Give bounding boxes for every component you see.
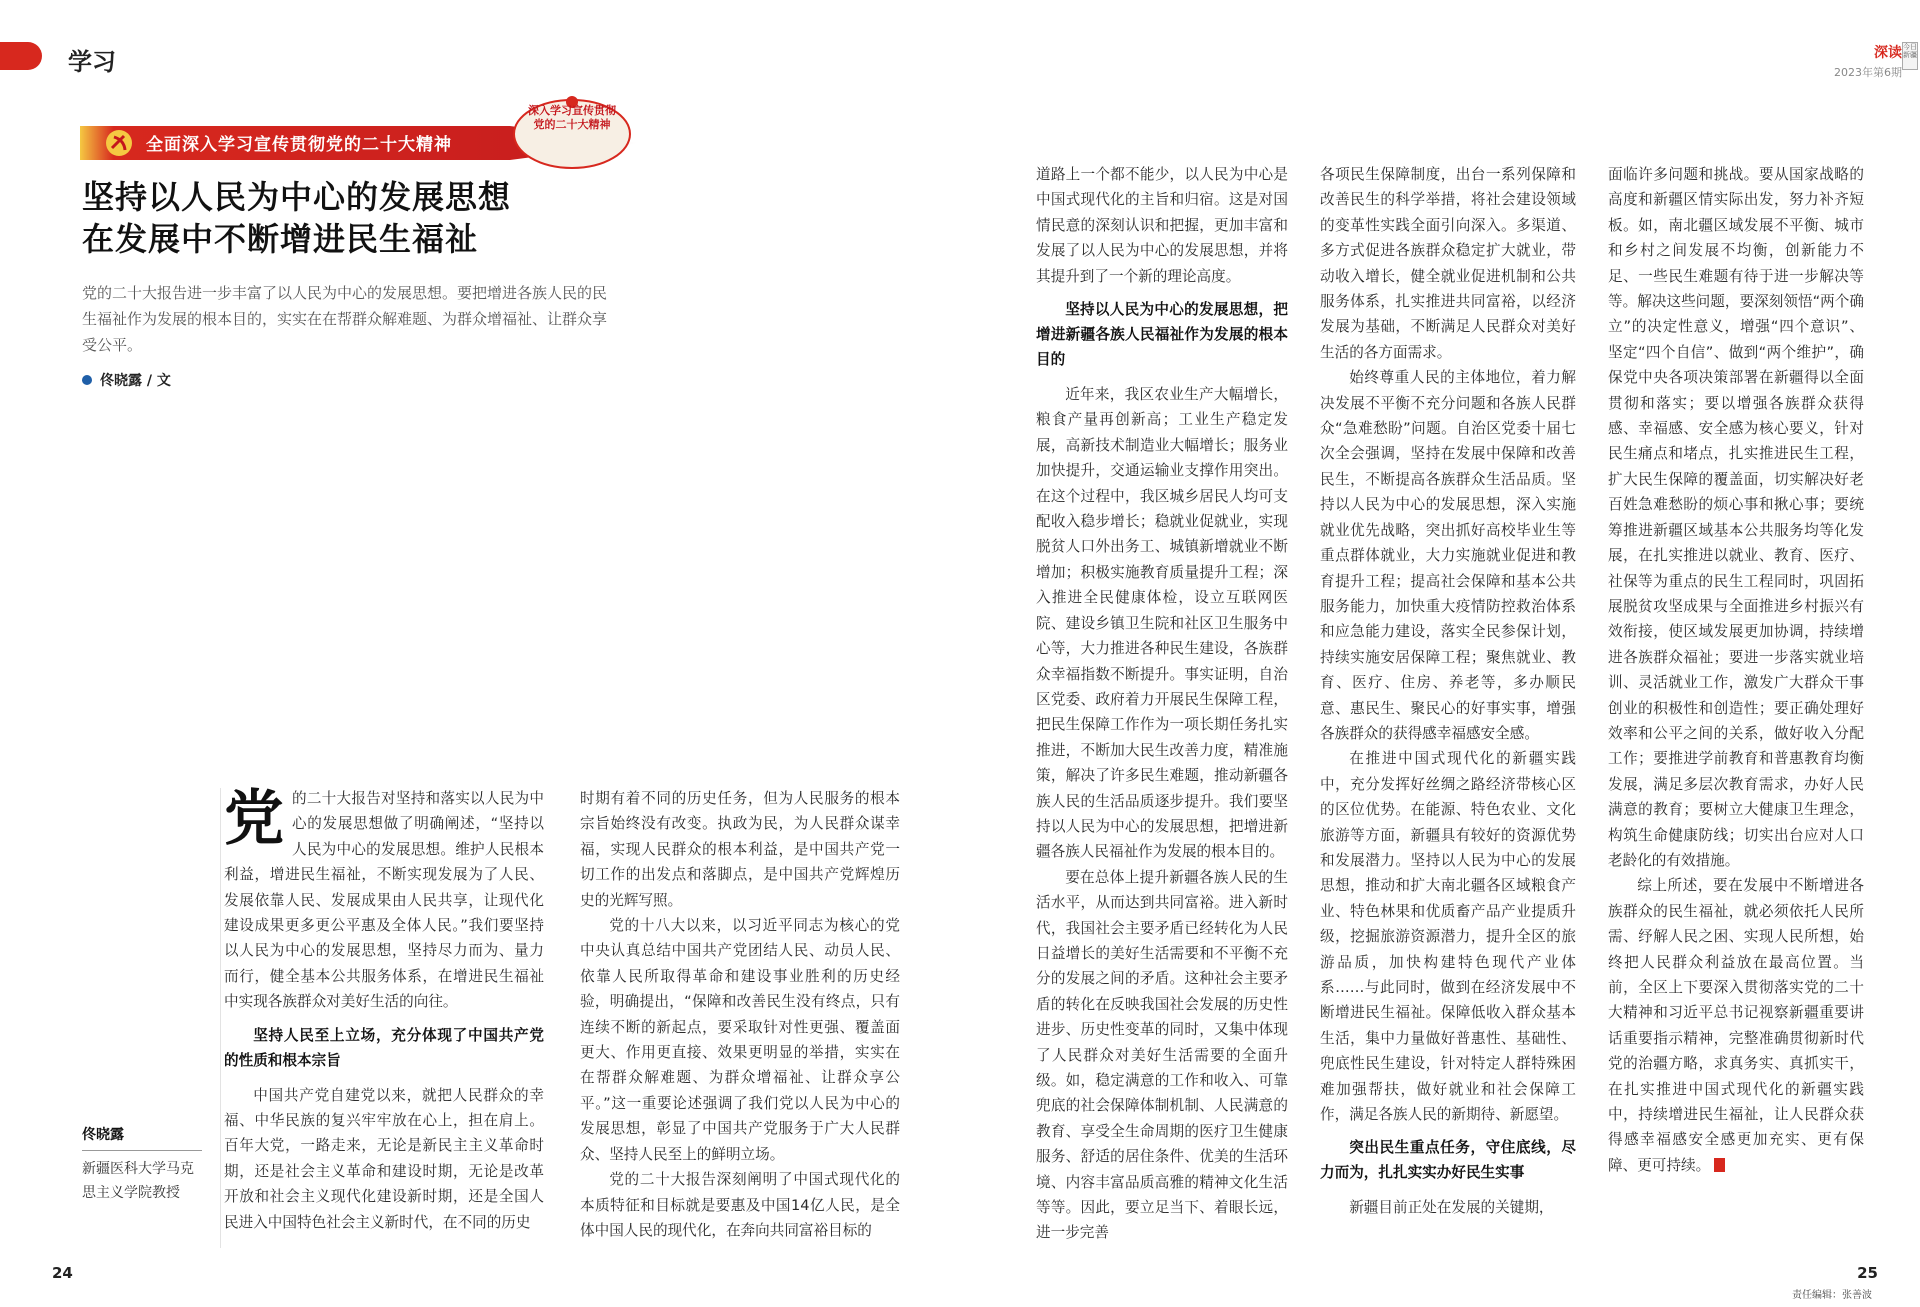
byline: [82, 370, 171, 390]
column-2: [580, 786, 900, 1243]
section-tab: [0, 42, 42, 70]
paragraph: 道路上一个都不能少，以人民为中心是中国式现代化的主旨和归宿。这是对国情民意的深刻认识和把握，更加丰富和发展了以人民为中心的发展思想，并将其提升到了一个新的理论高度。: [1036, 166, 1288, 285]
subheading: 坚持人民至上立场，充分体现了中国共产党的性质和根本宗旨: [224, 1026, 544, 1069]
page-number-right: 25: [1857, 1264, 1878, 1282]
author-box: [82, 1124, 202, 1205]
author-affiliation: 新疆医科大学马克思主义学院教授: [82, 1161, 194, 1201]
column-4: [1320, 162, 1576, 1221]
paragraph: 面临许多问题和挑战。要从国家战略的高度和新疆区情实际出发，努力补齐短板。如，南北疆区域发展不平衡、城市和乡村之间发展不均衡，创新能力不足、一些民生难题有待于进一步解决等等。解决这些问题，要深刻领悟“两个确立”的决定性意义，增强“四个意识”、坚定“四个自信”、做到“两个维护”，确保党中央各项决策部署在新疆得以全面贯彻和落实；要以增强各族群众获得感、幸福感、安全感为核心要义，针对民生痛点和堵点，扎实推进民生工程，扩大民生保障的覆盖面，切实解决好老百姓急难愁盼的烦心事和揪心事；要统筹推进新疆区域基本公共服务均等化发展，在扎实推进以就业、教育、医疗、社保等为重点的民生工程同时，巩固拓展脱贫攻坚成果与全面推进乡村振兴有效衔接，使区域发展更加协调，持续增进各族群众福祉；要进一步落实就业培训、灵活就业工作，激发广大群众干事创业的积极性和创造性；要正确处理好效率和公平之间的关系，做好收入分配工作；要推进学前教育和普惠教育均衡发展，满足多层次教育需求，办好人民满意的教育；要树立大健康卫生理念，构筑生命健康防线；切实出台应对人口老龄化的有效措施。: [1608, 166, 1864, 869]
drop-cap: 党: [224, 786, 284, 854]
subheading: 突出民生重点任务，守住底线，尽力而为，扎扎实实办好民生实事: [1320, 1139, 1576, 1182]
page-number-left: 24: [52, 1264, 73, 1282]
paragraph: 要在总体上提升新疆各族人民的生活水平，从而达到共同富裕。进入新时代，我国社会主要矛盾已经转化为人民日益增长的美好生活需要和不平衡不充分的发展之间的矛盾。这种社会主要矛盾的转化在反映我国社会发展的历史性进步、历史性变革的同时，又集中体现了人民群众对美好生活需要的全面升级。如，稳定满意的工作和收入、可靠兜底的社会保障体制机制、人民满意的教育、享受全生命周期的医疗卫生健康服务、舒适的居住条件、优美的生活环境、内容丰富品质高雅的精神文化生活等等。因此，要立足当下、着眼长远，进一步完善: [1036, 868, 1288, 1242]
byline-text: 佟晓露 / 文: [100, 373, 171, 389]
paragraph: 在推进中国式现代化的新疆实践中，充分发挥好丝绸之路经济带核心区的区位优势。在能源、特色农业、文化旅游等方面，新疆具有较好的资源优势和发展潜力。坚持以人民为中心的发展思想，推动和扩大南北疆各区域粮食产业、特色林果和优质畜产品产业提质升级，挖掘旅游资源潜力，提升全区的旅游品质，加快构建特色现代产业体系……与此同时，做到在经济发展中不断增进民生福祉。保障低收入群众基本生活，集中力量做好普惠性、基础性、兜底性民生建设，针对特定人群特殊困难加强帮扶，做好就业和社会保障工作，满足各族人民的新期待、新愿望。: [1320, 750, 1576, 1124]
paragraph: 党的二十大报告深刻阐明了中国式现代化的本质特征和目标就是要惠及中国14亿人民，是全体中国人民的现代化，在奔向共同富裕目标的: [580, 1171, 900, 1239]
editor-credit: 责任编辑：张善波: [1792, 1290, 1872, 1301]
paragraph: [1608, 873, 1864, 1178]
paragraph: 新疆目前正处在发展的关键期，: [1349, 1199, 1554, 1217]
issue-number: 2023年第6期: [1834, 66, 1902, 79]
article-lead: 党的二十大报告进一步丰富了以人民为中心的发展思想。要把增进各族人民的民生福祉作为发展的根本目的，实实在在帮群众解难题、为群众增福祉、让群众享受公平。: [82, 284, 608, 354]
title-line-2: 在发展中不断增进民生福祉: [82, 220, 479, 258]
author-name: 佟晓露: [82, 1124, 202, 1151]
article-title: [82, 176, 511, 260]
paragraph: 近年来，我区农业生产大幅增长，粮食产量再创新高；工业生产稳定发展，高新技术制造业大幅增长；服务业加快提升，交通运输业支撑作用突出。在这个过程中，我区城乡居民人均可支配收入稳步增长；稳就业促就业，实现脱贫人口外出务工、城镇新增就业不断增加；积极实施教育质量提升工程；深入推进全民健康体检，设立互联网医院、建设乡镇卫生院和社区卫生服务中心等，大力推进各种民生建设，各族群众幸福指数不断提升。事实证明，自治区党委、政府着力开展民生保障工程，把民生保障工作作为一项长期任务扎实推进，不断加大民生改善力度，精准施策，解决了许多民生难题，推动新疆各族人民的生活品质逐步提升。我们要坚持以人民为中心的发展思想，把增进新疆各族人民福祉作为发展的根本目的。: [1036, 386, 1288, 861]
paragraph: 时期有着不同的历史任务，但为人民服务的根本宗旨始终没有改变。执政为民，为人民群众谋幸福，实现人民群众的根本利益，是中国共产党一切工作的出发点和落脚点，是中国共产党辉煌历史的光辉写照。: [580, 790, 900, 909]
paragraph: 始终尊重人民的主体地位，着力解决发展不平衡不充分问题和各族人民群众“急难愁盼”问题。自治区党委十届七次全会强调，坚持在发展中保障和改善民生，不断提高各族群众生活品质。坚持以人民为中心的发展思想，深入实施就业优先战略，突出抓好高校毕业生等重点群体就业，大力实施就业促进和教育提升工程；提高社会保障和基本公共服务能力，加快重大疫情防控救治体系和应急能力建设，落实全民参保计划，持续实施安居保障工程；聚焦就业、教育、医疗、住房、养老等，多办顺民意、惠民生、聚民心的好事实事，增强各族群众的获得感幸福感安全感。: [1320, 369, 1576, 742]
column-3: [1036, 162, 1288, 1246]
section-label: 学习: [68, 47, 116, 76]
badge-text: 深入学习宣传贯彻党的二十大精神: [528, 104, 616, 131]
masthead: [1834, 42, 1917, 80]
paragraph: 中国共产党自建党以来，就把人民群众的幸福、中华民族的复兴牢牢放在心上，担在肩上。百年大党，一路走来，无论是新民主主义革命时期，还是社会主义革命和建设时期，无论是改革开放和社会主义现代化建设新时期，还是全国人民进入中国特色社会主义新时代，在不同的历史: [224, 1086, 544, 1231]
column-1: [224, 786, 544, 1235]
column-5: [1608, 162, 1864, 1178]
end-mark-icon: [1714, 1158, 1725, 1172]
byline-dot-icon: [82, 375, 92, 385]
party-emblem-icon: [104, 128, 134, 158]
paragraph: 各项民生保障制度，出台一系列保障和改善民生的科学举措，将社会建设领域的变革性实践全面引向深入。多渠道、多方式促进各族群众稳定扩大就业，带动收入增长，健全就业促进机制和公共服务体系，扎实推进共同富裕，以经济发展为基础，不断满足人民群众对美好生活的各方面需求。: [1320, 166, 1576, 361]
title-line-1: 坚持以人民为中心的发展思想: [82, 178, 512, 216]
mini-logo: 今日新疆: [1902, 42, 1918, 70]
banner-text: 全面深入学习宣传贯彻党的二十大精神: [146, 135, 452, 155]
subheading: 坚持以人民为中心的发展思想，把增进新疆各族人民福祉作为发展的根本目的: [1036, 301, 1288, 369]
column-divider: [220, 788, 221, 1248]
first-paragraph: [224, 786, 544, 1015]
paragraph: 的二十大报告对坚持和落实以人民为中心的发展思想做了明确阐述，“坚持以人民为中心的发展思想。维护人民根本利益，增进民生福祉，不断实现发展为了人民、发展依靠人民、发展成果由人民共享，让现代化建设成果更多更公平惠及全体人民。”我们要坚持以人民为中心的发展思想，坚持尽力而为、量力而行，健全基本公共服务体系，在增进民生福祉中实现各族群众对美好生活的向往。: [224, 790, 544, 1011]
paragraph: 党的十八大以来，以习近平同志为核心的党中央认真总结中国共产党团结人民、动员人民、依靠人民所取得革命和建设事业胜利的历史经验，明确提出，“保障和改善民生没有终点，只有连续不断的新起点，要采取针对性更强、覆盖面更大、作用更直接、效果更明显的举措，实实在在帮群众解难题、为群众增福祉、让群众享公平。”这一重要论述强调了我们党以人民为中心的发展思想，彰显了中国共产党服务于广大人民群众、坚持人民至上的鲜明立场。: [580, 917, 900, 1163]
brand-name: 深读: [1874, 45, 1902, 61]
paragraph-text: 综上所述，要在发展中不断增进各族群众的民生福祉，就必须依托人民所需、纾解人民之困、实现人民所想，始终把人民群众利益放在最高位置。当前，全区上下要深入贯彻落实党的二十大精神和习近平总书记视察新疆重要讲话重要指示精神，完整准确贯彻新时代党的治疆方略，求真务实、真抓实干，在扎实推进中国式现代化的新疆实践中，持续增进民生福祉，让人民群众获得感幸福感安全感更加充实、更有保障、更可持续。: [1608, 877, 1864, 1174]
